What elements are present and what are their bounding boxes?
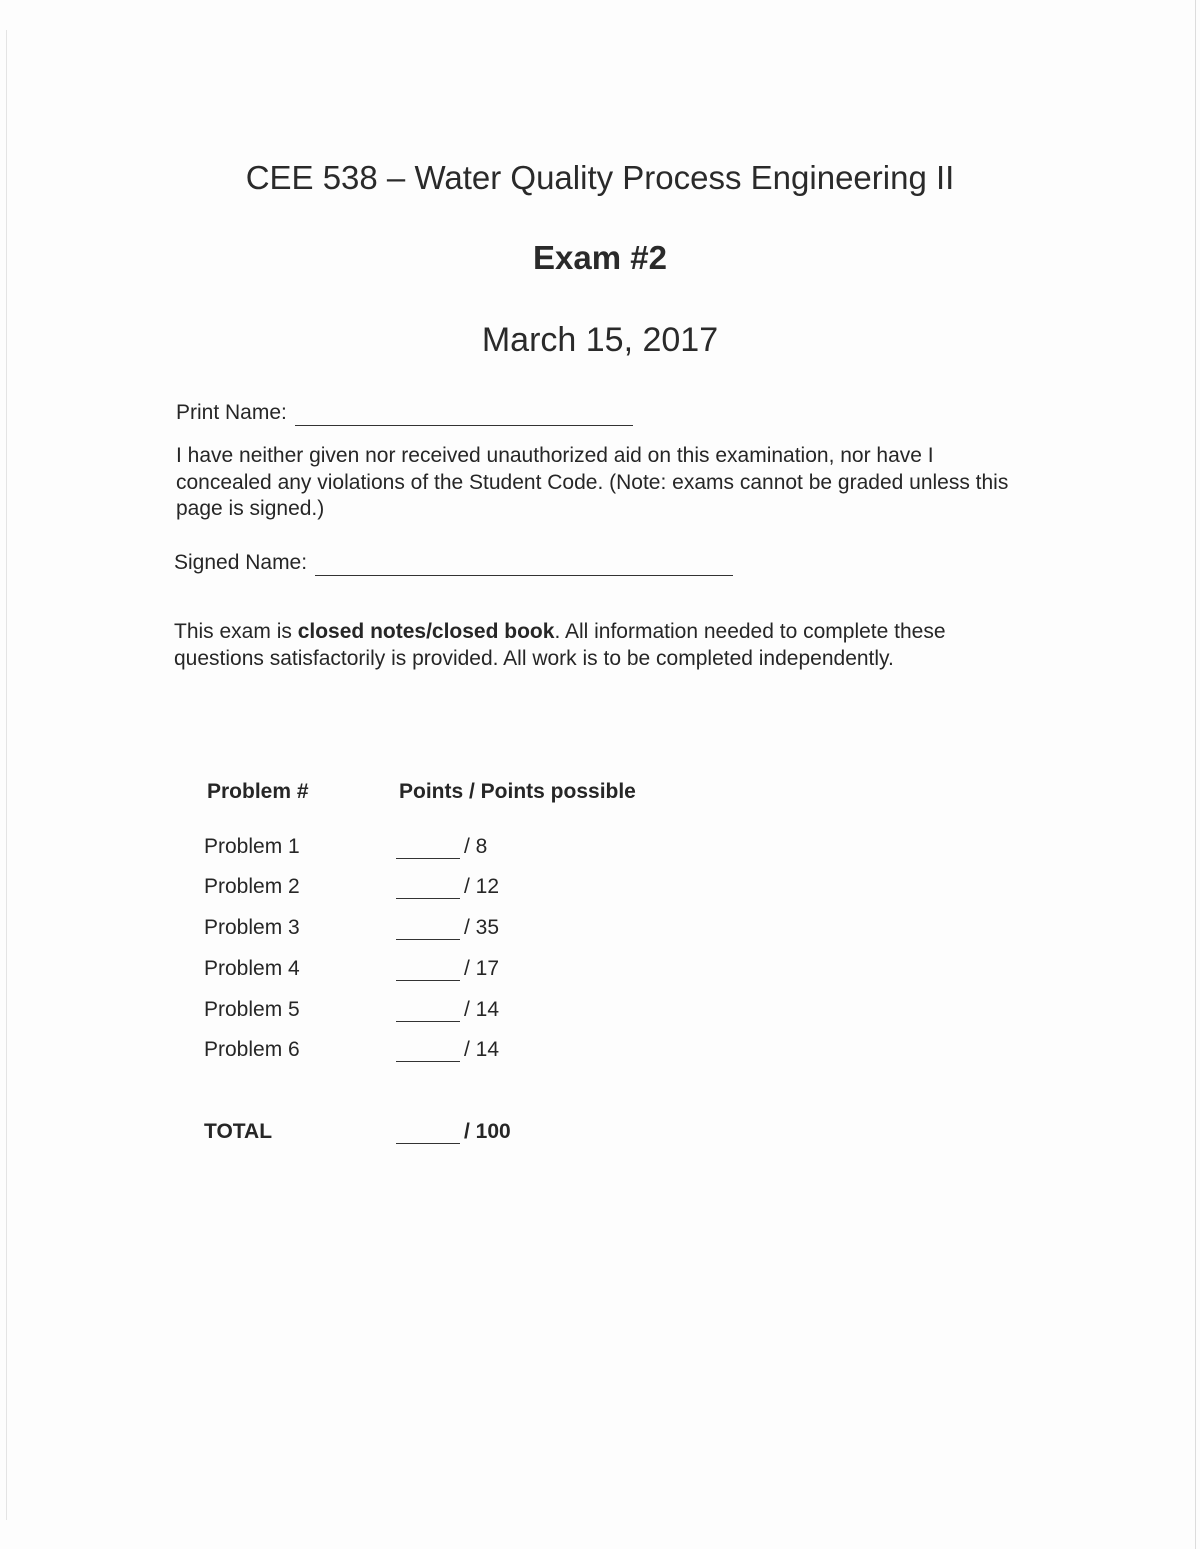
score-blank[interactable] (396, 1001, 460, 1022)
problem-score (396, 916, 499, 940)
print-name-field (176, 400, 633, 426)
course-title: CEE 538 – Water Quality Process Engineering II (245, 159, 955, 196)
honor-statement: I have neither given nor received unauthorized aid on this examination, nor have I concealed any violations of the Student Code. (Note: exams cannot be graded unless this page is signed.) (176, 444, 1009, 520)
header-points: Points / Points possible (399, 780, 636, 803)
problem-score (396, 1038, 499, 1062)
exam-instructions (174, 619, 1024, 672)
problem-label: Problem 3 (204, 916, 300, 939)
exam-date: March 15, 2017 (481, 321, 719, 359)
score-blank[interactable] (396, 919, 460, 940)
total-label: TOTAL (204, 1120, 273, 1143)
print-name-label: Print Name: (176, 401, 287, 424)
signed-name-blank[interactable] (315, 555, 733, 576)
score-blank[interactable] (396, 960, 460, 981)
problem-score (396, 957, 499, 981)
points-possible: / 14 (464, 998, 500, 1021)
scan-edge-right (1195, 0, 1196, 1549)
score-blank[interactable] (396, 878, 460, 899)
problem-score (396, 998, 499, 1022)
print-name-blank[interactable] (295, 405, 633, 426)
signed-name-label: Signed Name: (174, 551, 308, 574)
score-blank[interactable] (396, 1041, 460, 1062)
points-possible: / 12 (464, 875, 500, 898)
problem-score (396, 835, 487, 859)
points-possible: / 17 (464, 957, 500, 980)
problem-label: Problem 4 (204, 957, 300, 980)
exam-number: Exam #2 (533, 239, 667, 276)
problem-label: Problem 2 (204, 875, 300, 898)
points-possible: / 14 (464, 1038, 500, 1061)
problem-score (396, 875, 499, 899)
points-possible: / 8 (464, 835, 488, 858)
total-blank[interactable] (396, 1123, 460, 1144)
instructions-suffix: . All information needed to complete these questions satisfactorily is provided. All work is to be completed independently. (174, 620, 946, 670)
instructions-emphasis: closed notes/closed book (297, 620, 555, 643)
problem-label: Problem 1 (204, 835, 300, 858)
total-score (396, 1120, 511, 1144)
header-problem: Problem # (207, 780, 309, 803)
total-possible: / 100 (464, 1120, 511, 1143)
problem-label: Problem 5 (204, 998, 300, 1021)
problem-label: Problem 6 (204, 1038, 300, 1061)
instructions-prefix: This exam is (174, 620, 298, 643)
points-possible: / 35 (464, 916, 500, 939)
score-blank[interactable] (396, 838, 460, 859)
signed-name-field (174, 550, 733, 576)
